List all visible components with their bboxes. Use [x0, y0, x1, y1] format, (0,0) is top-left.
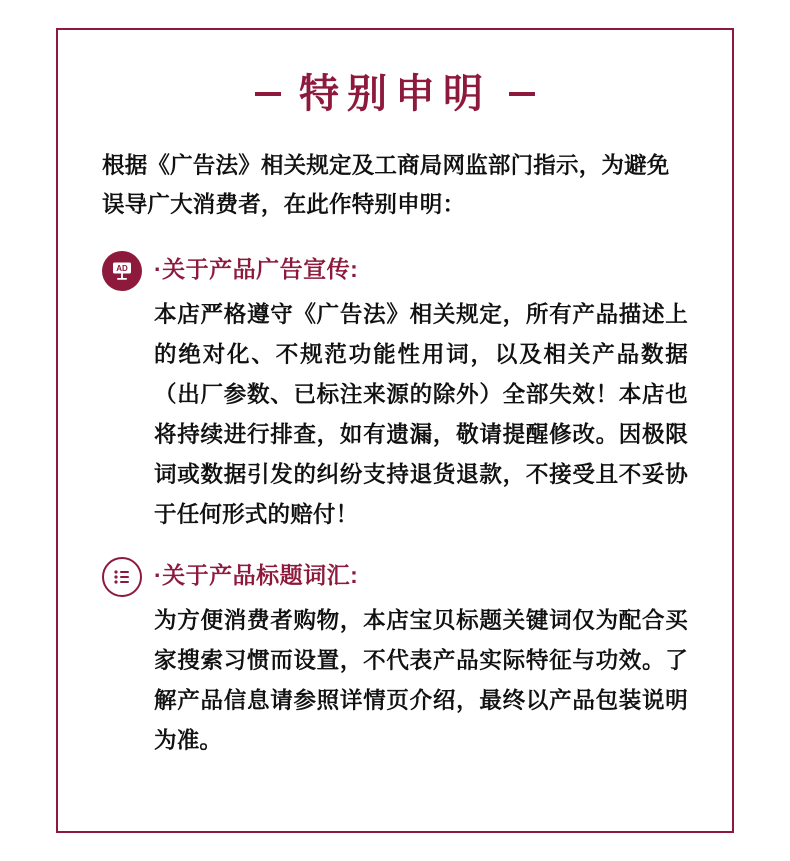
title-dash-left-icon — [255, 92, 281, 96]
statement-card — [56, 28, 734, 833]
title-text: 特别申明 — [299, 72, 491, 116]
svg-text:AD: AD — [116, 263, 128, 273]
section-title-words-heading: ·关于产品标题词汇: — [154, 562, 359, 589]
title-dash-right-icon — [509, 92, 535, 96]
section-advertising — [102, 249, 688, 535]
section-advertising-body: 本店严格遵守《广告法》相关规定，所有产品描述上的绝对化、不规范功能性用词，以及相关产品数据（出厂参数、已标注来源的除外）全部失效！本店也将持续进行排查，如有遗漏，敬请提醒修改。因极限词或数据引发的纠纷支持退货退款，不接受且不妥协于任何形式的赔付！ — [154, 301, 688, 527]
section-advertising-heading: ·关于产品广告宣传: — [154, 255, 359, 282]
section-title-words — [102, 555, 688, 761]
ad-sign-icon — [102, 251, 142, 291]
page-title — [58, 74, 732, 114]
list-icon — [102, 557, 142, 597]
section-title-words-body: 为方便消费者购物，本店宝贝标题关键词仅为配合买家搜索习惯而设置，不代表产品实际特征与功效。了解产品信息请参照详情页介绍，最终以产品包装说明为准。 — [154, 608, 688, 754]
intro-paragraph: 根据《广告法》相关规定及工商局网监部门指示，为避免误导广大消费者，在此作特别申明： — [102, 153, 670, 218]
